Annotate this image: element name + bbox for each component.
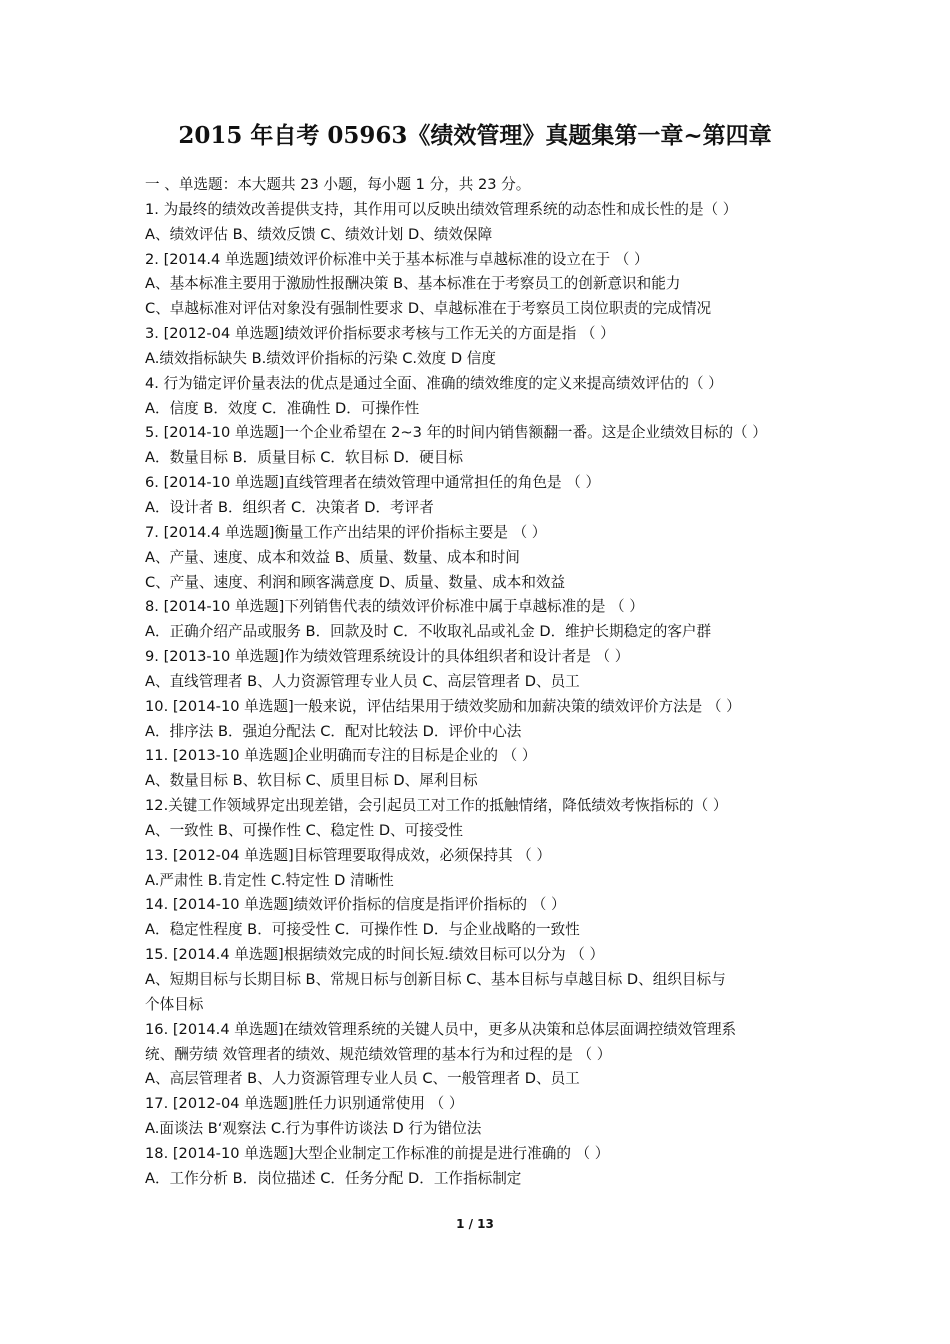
text-line: 7. [2014.4 单选题]衡量工作产出结果的评价指标主要是 （ ） — [145, 523, 547, 541]
text-line: A．排序法 B．强迫分配法 C．配对比较法 D．评价中心法 — [145, 722, 522, 740]
section-heading: 一 、单选题：本大题共 23 小题，每小题 1 分，共 23 分。 — [145, 176, 531, 193]
text-line: 17. [2012-04 单选题]胜任力识别通常使用 （ ） — [145, 1095, 464, 1113]
text-line: A、绩效评估 B、绩效反馈 C、绩效计划 D、绩效保障 — [145, 225, 493, 243]
text-line: C、产量、速度、利润和顾客满意度 D、质量、数量、成本和效益 — [145, 573, 566, 591]
text-line: 3. [2012-04 单选题]绩效评价指标要求考核与工作无关的方面是指 （ ） — [145, 325, 615, 343]
text-line: A.严肃性 B.肯定性 C.特定性 D 清晰性 — [145, 871, 394, 889]
text-line: 11. [2013-10 单选题]企业明确而专注的目标是企业的 （ ） — [145, 747, 537, 765]
text-line: 统、酬劳绩 效管理者的绩效、规范绩效管理的基本行为和过程的是 （ ） — [145, 1045, 612, 1063]
text-line: A．设计者 B．组织者 C．决策者 D．考评者 — [145, 498, 434, 516]
document-body — [145, 173, 825, 1192]
text-line: A、短期目标与长期目标 B、常规日标与创新目标 C、基本目标与卓越目标 D、组织目标与 — [145, 971, 726, 988]
text-line: 2. [2014.4 单选题]绩效评价标准中关于基本标准与卓越标准的设立在于 （ ） — [145, 250, 649, 268]
text-line: 5. [2014-10 单选题]一个企业希望在 2~3 年的时间内销售额翻一番。这是企业绩效目标的（ ） — [145, 424, 767, 442]
text-line: 15. [2014.4 单选题]根据绩效完成的时间长短.绩效目标可以分为 （ ） — [145, 946, 605, 964]
text-line: 个体目标 — [145, 995, 204, 1013]
text-line: A.面谈法 B‘观察法 C.行为事件访谈法 D 行为错位法 — [145, 1120, 482, 1138]
text-line: A．信度 B．效度 C．准确性 D．可操作性 — [145, 399, 420, 417]
text-line: 14. [2014-10 单选题]绩效评价指标的信度是指评价指标的 （ ） — [145, 896, 566, 914]
text-line: A、产量、速度、成本和效益 B、质量、数量、成本和时间 — [145, 548, 520, 566]
text-line: 9. [2013-10 单选题]作为绩效管理系统设计的具体组织者和设计者是 （ ） — [145, 648, 630, 666]
page-number: 1 / 13 — [456, 1217, 494, 1231]
text-line: A、一致性 B、可操作性 C、稳定性 D、可接受性 — [145, 821, 464, 839]
text-line: A．数量目标 B．质量目标 C．软目标 D．硬目标 — [145, 449, 464, 467]
text-line: 16. [2014.4 单选题]在绩效管理系统的关键人员中，更多从决策和总体层面调控绩效管理系 — [145, 1020, 737, 1038]
text-line: 12.关键工作领域界定出现差错，会引起员工对工作的抵触情绪，降低绩效考恢指标的（ ） — [145, 797, 728, 815]
text-line: 13. [2012-04 单选题]目标管理要取得成效，必须保持其 （ ） — [145, 846, 552, 864]
text-line: 18. [2014-10 单选题]大型企业制定工作标准的前提是进行准确的 （ ） — [145, 1144, 610, 1162]
text-line: 6. [2014-10 单选题]直线管理者在绩效管理中通常担任的角色是 （ ） — [145, 474, 601, 492]
text-line: A．工作分析 B．岗位描述 C．任务分配 D．工作指标制定 — [145, 1169, 522, 1187]
text-line: 1. 为最终的绩效改善提供支持，其作用可以反映出绩效管理系统的动态性和成长性的是（ ） — [145, 200, 738, 218]
text-line: A.绩效指标缺失 B.绩效评价指标的污染 C.效度 D 信度 — [145, 349, 496, 367]
text-line: 4. 行为锚定评价量表法的优点是通过全面、准确的绩效维度的定义来提高绩效评估的（ ） — [145, 374, 723, 392]
text-line: A、直线管理者 B、人力资源管理专业人员 C、高层管理者 D、员工 — [145, 672, 580, 690]
text-line: 10. [2014-10 单选题]一般来说，评估结果用于绩效奖励和加薪决策的绩效评价方法是 （ ） — [145, 697, 741, 715]
text-line: A、基本标准主要用于激励性报酬决策 B、基本标准在于考察员工的创新意识和能力 — [145, 275, 681, 293]
text-line: A、数量目标 B、软目标 C、质里目标 D、犀利目标 — [145, 772, 478, 790]
text-line: A．稳定性程度 B．可接受性 C．可操作性 D．与企业战略的一致性 — [145, 921, 580, 939]
text-line: 8. [2014-10 单选题]下列销售代表的绩效评价标准中属于卓越标准的是 （ ） — [145, 598, 644, 616]
text-line: A．正确介绍产品或服务 B．回款及时 C．不收取礼品或礼金 D．维护长期稳定的客户群 — [145, 623, 712, 641]
text-line: A、高层管理者 B、人力资源管理专业人员 C、一般管理者 D、员工 — [145, 1070, 580, 1088]
text-line: C、卓越标准对评估对象没有强制性要求 D、卓越标准在于考察员工岗位职责的完成情况 — [145, 300, 712, 318]
document-title: 2015 年自考 05963《绩效管理》真题集第一章~第四章 — [178, 122, 772, 149]
